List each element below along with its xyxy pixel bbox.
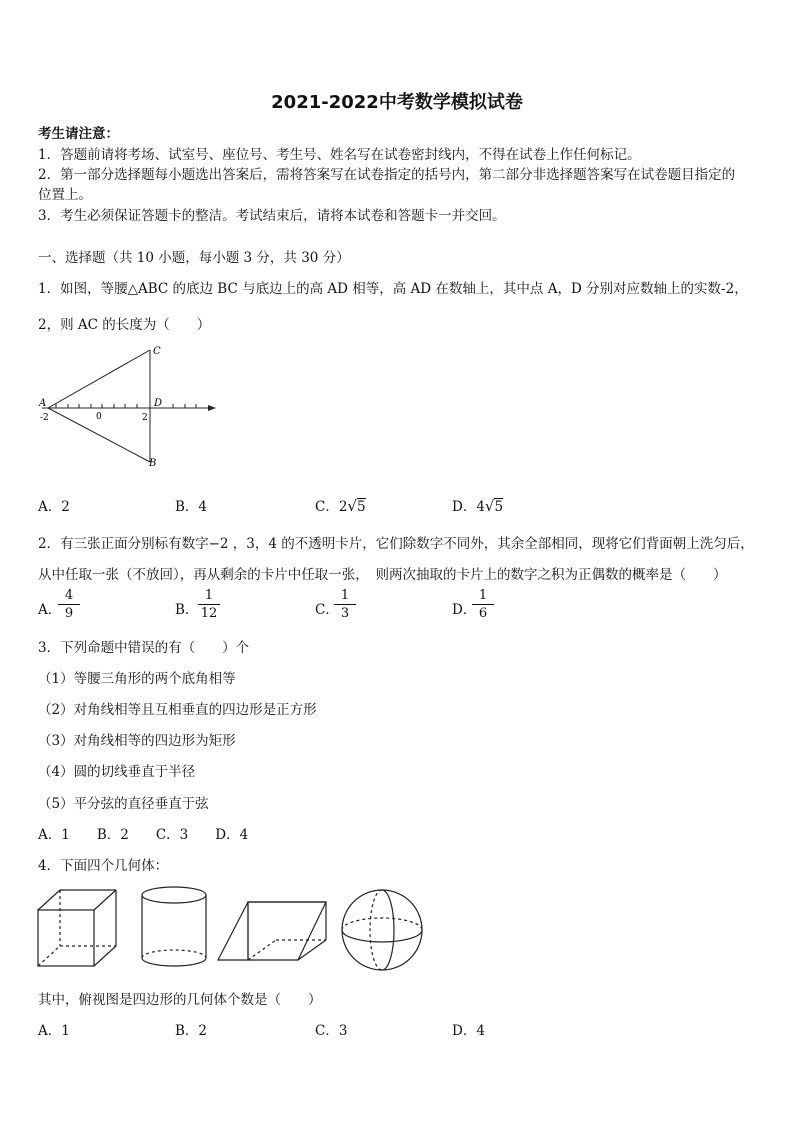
- q1-stem-line2: 2，则 AC 的长度为（ ）: [38, 317, 211, 333]
- q3-options: A．1 B．2 C．3 D．4: [38, 827, 249, 843]
- sqrt-radical: √: [484, 497, 495, 515]
- q3-item-1: （1）等腰三角形的两个底角相等: [38, 671, 236, 687]
- notice-line-2: 2．第一部分选择题每小题选出答案后，需将答案写在试卷指定的括号内，第二部分非选择题答案写在试卷题目指定的: [38, 167, 736, 183]
- cylinder-shape: [142, 887, 206, 966]
- q1-label-C: C: [153, 346, 161, 357]
- q1-number-line-figure: [34, 340, 224, 470]
- q2-option-b-label: B．: [175, 602, 199, 618]
- numerator: 1: [198, 588, 220, 605]
- q2-option-d-label: D．: [452, 602, 477, 618]
- numerator: 1: [472, 588, 494, 605]
- q2-stem-line1: 2．有三张正面分别标有数字−2 ，3，4 的不透明卡片，它们除数字不同外，其余全部相同，现将它们背面朝上洗匀后，: [38, 536, 754, 552]
- q4-question: 其中，俯视图是四边形的几何体个数是（ ）: [38, 992, 322, 1008]
- denominator: 3: [340, 606, 350, 621]
- q1-option-a: A．2: [38, 499, 70, 515]
- q3-stem: 3．下列命题中错误的有（ ）个: [38, 640, 250, 656]
- page-title: 2021-2022中考数学模拟试卷: [271, 92, 523, 113]
- q2-stem-line2: 从中任取一张（不放回），再从剩余的卡片中任取一张， 则两次抽取的卡片上的数字之积为正偶数的概率是（ ）: [38, 567, 727, 583]
- sphere-shape: [342, 890, 422, 970]
- q4-option-c: C．3: [315, 1023, 348, 1039]
- q2-option-c-fraction: [334, 588, 356, 621]
- denominator: 9: [64, 606, 74, 621]
- notice-line-3: 位置上。: [38, 187, 92, 203]
- prism-shape: [218, 902, 326, 960]
- q1-option-b: B．4: [175, 499, 208, 515]
- q1-tick-0: 0: [96, 412, 102, 422]
- sqrt-radical: √: [347, 497, 357, 515]
- q3-item-3: （3）对角线相等的四边形为矩形: [38, 733, 236, 749]
- denominator: 12: [200, 606, 218, 621]
- q3-item-5: （5）平分弦的直径垂直于弦: [38, 796, 209, 812]
- q4-solids-figure: [30, 880, 450, 980]
- q4-option-d: D．4: [452, 1023, 485, 1039]
- q2-option-a-fraction: [58, 588, 80, 621]
- numerator: 4: [58, 588, 80, 605]
- notice-heading: 考生请注意：: [38, 126, 119, 142]
- sqrt-arg: 5: [494, 499, 504, 515]
- section-heading: 一、选择题（共 10 小题，每小题 3 分，共 30 分）: [38, 250, 350, 266]
- cube-shape: [38, 890, 116, 966]
- q2-option-b-fraction: [198, 588, 220, 621]
- sqrt-arg: 5: [356, 499, 366, 515]
- q1-tick-neg2: -2: [40, 413, 49, 423]
- q3-item-4: （4）圆的切线垂直于半径: [38, 764, 196, 780]
- q1-option-c: [315, 495, 366, 515]
- notice-line-1: 1．答题前请将考场、试室号、座位号、考生号、姓名写在试卷密封线内，不得在试卷上作任何标记。: [38, 147, 641, 163]
- q1-stem-line1: 1．如图，等腰△ABC 的底边 BC 与底边上的高 AD 相等，高 AD 在数轴上，其中点 A，D 分别对应数轴上的实数-2，: [38, 281, 748, 297]
- q2-option-a-label: A．: [38, 602, 62, 618]
- q1-label-B: B: [149, 458, 157, 469]
- q2-option-c-label: C．: [315, 602, 339, 618]
- q2-option-d-fraction: [472, 588, 494, 621]
- q4-option-b: B．2: [175, 1023, 208, 1039]
- q1-option-d: [452, 495, 503, 515]
- denominator: 6: [478, 606, 488, 621]
- numerator: 1: [334, 588, 356, 605]
- notice-line-4: 3．考生必须保证答题卡的整洁。考试结束后，请将本试卷和答题卡一并交回。: [38, 208, 506, 224]
- q1-option-c-label: C．2: [315, 499, 348, 515]
- q3-item-2: （2）对角线相等且互相垂直的四边形是正方形: [38, 702, 317, 718]
- q4-option-a: A．1: [38, 1023, 70, 1039]
- q1-option-d-label: D．4: [452, 499, 485, 515]
- q4-stem: 4．下面四个几何体：: [38, 858, 169, 874]
- q1-label-D: D: [154, 398, 163, 409]
- q1-label-A: A: [39, 398, 47, 409]
- q1-tick-2: 2: [142, 413, 148, 423]
